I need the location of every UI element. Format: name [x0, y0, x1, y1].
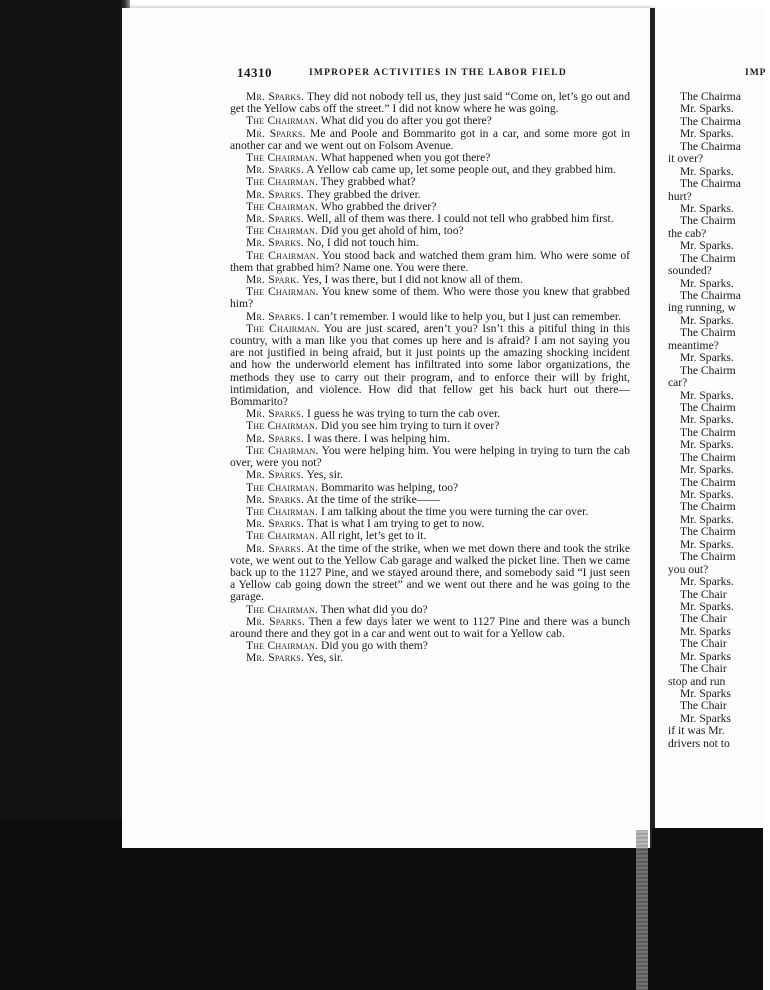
- facing-page-line: Mr. Sparks.: [680, 438, 734, 452]
- facing-page-line: Mr. Sparks: [680, 687, 731, 700]
- speaker-name: Mr. Sparks.: [246, 468, 305, 482]
- page-number: 14310: [237, 65, 272, 80]
- speaker-name: Mr. Sparks.: [246, 651, 305, 665]
- speech-text: No, I did not touch him.: [304, 236, 419, 250]
- facing-page-line: The Chairma: [680, 177, 741, 191]
- facing-page-line: Mr. Sparks.: [680, 201, 734, 215]
- facing-page-line: The Chair: [680, 699, 727, 713]
- facing-page-line: if it was Mr.: [668, 724, 725, 738]
- speech-text: Did you get ahold of him, too?: [318, 224, 464, 238]
- facing-page-line: Mr. Sparks.: [680, 127, 734, 141]
- speech-text: Then a few days later we went to 1127 Pine and there was a bunch around there and they got in a car and went out to wait for a Yellow cab.: [230, 614, 631, 640]
- facing-page-line: The Chairm: [680, 425, 736, 439]
- speaker-name: The Chairman.: [246, 419, 319, 433]
- facing-page-line: ing running, w: [668, 301, 736, 315]
- facing-page-line: Mr. Sparks.: [680, 463, 734, 477]
- speech-text: I can’t remember. I would like to help you, but I just can remember.: [304, 309, 621, 323]
- facing-page-line: The Chair: [680, 637, 727, 651]
- transcript-paragraph: [230, 128, 630, 152]
- speech-text: What did you do after you got there?: [318, 114, 492, 128]
- speech-text: I guess he was trying to turn the cab over.: [304, 407, 501, 421]
- facing-page-line: Mr. Sparks.: [680, 488, 734, 501]
- speaker-name: The Chairman.: [246, 602, 319, 616]
- speaker-name: The Chairman.: [246, 175, 319, 189]
- speaker-name: Mr. Spark.: [246, 273, 300, 287]
- speech-text: Yes, sir.: [304, 468, 344, 482]
- facing-page-line: The Chairma: [680, 114, 741, 128]
- transcript-paragraph: [230, 91, 630, 115]
- running-title: IMPROPER ACTIVITIES IN THE LABOR FIELD: [309, 68, 567, 78]
- facing-page-line: Mr. Sparks.: [680, 313, 734, 327]
- facing-page-header: IMP: [745, 68, 767, 78]
- facing-page-line: Mr. Sparks.: [680, 164, 734, 178]
- speaker-name: The Chairman.: [246, 639, 319, 653]
- facing-page-line: the cab?: [668, 226, 707, 240]
- speech-text: Yes, I was there, but I did not know all of them.: [299, 273, 523, 287]
- speech-text: You knew some of them. Who were those you knew that grabbed him?: [230, 285, 630, 311]
- speaker-name: Mr. Sparks.: [246, 212, 305, 226]
- facing-page-line: The Chairm: [680, 326, 736, 340]
- speaker-name: The Chairman.: [246, 504, 319, 518]
- speaker-name: The Chairman.: [246, 114, 319, 128]
- speaker-name: Mr. Sparks.: [246, 163, 305, 177]
- transcript-paragraph: [230, 445, 630, 469]
- page-header: [237, 65, 631, 81]
- facing-page-line: drivers not to: [668, 736, 730, 750]
- speech-text: Yes, sir.: [304, 651, 344, 665]
- facing-page-line: meantime?: [668, 338, 719, 352]
- speech-text: Did you go with them?: [318, 639, 428, 653]
- speaker-name: Mr. Sparks.: [246, 614, 305, 628]
- facing-page-line: The Chairm: [680, 475, 736, 489]
- facing-page-line: Mr. Sparks.: [680, 599, 734, 613]
- facing-page-line: The Chairma: [680, 289, 741, 302]
- speech-text: You stood back and watched them gram him. Who were some of them that grabbed him? Name one. You were there.: [230, 248, 630, 274]
- facing-page-line: The Chairm: [680, 450, 736, 464]
- speaker-name: The Chairman.: [246, 199, 319, 213]
- facing-page-line: Mr. Sparks.: [680, 413, 734, 427]
- speaker-name: The Chairman.: [246, 248, 319, 262]
- speech-text: At the time of the strike, when we met down there and took the strike vote, we went out to the Yellow Cab garage and walked the picket line. Then we came back up to the 1127 Pine, and we stayed around there, and somebody said “I just seen a Yellow cab going down the street” and we went out there and he was going to the garage.: [230, 541, 630, 604]
- facing-page-line: The Chairm: [680, 550, 736, 564]
- facing-page-line: hurt?: [668, 189, 692, 203]
- speaker-name: The Chairman.: [246, 443, 319, 457]
- speaker-name: Mr. Sparks.: [246, 517, 305, 531]
- facing-page-line: Mr. Sparks.: [680, 239, 734, 253]
- speech-text: A Yellow cab came up, let some people out, and they grabbed him.: [304, 163, 617, 177]
- transcript-body: [230, 91, 630, 665]
- facing-page-line: The Chair: [680, 612, 727, 626]
- speaker-name: Mr. Sparks.: [246, 126, 306, 140]
- speaker-name: The Chairman.: [246, 480, 319, 494]
- facing-page-lines: [668, 90, 770, 750]
- facing-page-line: sounded?: [668, 264, 712, 278]
- speaker-name: The Chairman.: [246, 151, 319, 165]
- facing-page-line: Mr. Sparks.: [680, 276, 734, 290]
- facing-page-line: The Chairm: [680, 400, 736, 414]
- transcript-paragraph: [230, 286, 630, 310]
- speaker-name: Mr. Sparks.: [246, 236, 305, 250]
- facing-page-line: The Chairm: [680, 251, 736, 265]
- speaker-name: The Chairman.: [246, 321, 320, 335]
- speech-text: You are just scared, aren’t you? Isn’t this a pitiful thing in this country, with a man like you that comes up here and is afraid? I am not saying you are not justified in being afraid, but it just points up the amazing shocking incident and how the underworld element has infiltrated into some labor organizations, the methods they use to carry out their program, and to enforce their will by fright, intimidation, and violence. How did that fellow get his back hurt out there—Bommarito?: [230, 321, 630, 409]
- facing-page-line: The Chairm: [680, 363, 736, 377]
- speaker-name: Mr. Sparks.: [246, 541, 305, 555]
- transcript-paragraph: [230, 543, 630, 604]
- facing-page-line: Mr. Sparks: [680, 649, 731, 663]
- transcript-paragraph: [230, 616, 630, 640]
- facing-page-line: Mr. Sparks.: [680, 102, 734, 116]
- speech-text: They grabbed what?: [318, 175, 416, 189]
- facing-page-line: you out?: [668, 562, 709, 576]
- facing-page-line: Mr. Sparks: [680, 711, 731, 725]
- facing-page-line: Mr. Sparks: [680, 624, 731, 638]
- transcript-paragraph: [230, 652, 630, 664]
- facing-page-line: The Chairma: [680, 139, 741, 153]
- speech-text: Did you see him trying to turn it over?: [318, 419, 500, 433]
- speaker-name: The Chairman.: [246, 529, 319, 543]
- speech-text: I was there. I was helping him.: [304, 431, 450, 445]
- speech-text: Me and Poole and Bommarito got in a car, and some more got in another car and we went out on Folsom Avenue.: [230, 126, 630, 152]
- facing-page-line: stop and run: [668, 674, 726, 688]
- speech-text: I am talking about the time you were turning the car over.: [318, 504, 589, 518]
- speech-text: Who grabbed the driver?: [318, 199, 437, 213]
- speaker-name: Mr. Sparks.: [246, 90, 305, 103]
- page-edge-strip: [636, 830, 648, 990]
- speech-text: Well, all of them was there. I could not tell who grabbed him first.: [304, 212, 614, 226]
- speaker-name: Mr. Sparks.: [246, 492, 305, 506]
- speech-text: At the time of the strike——: [304, 492, 440, 506]
- speaker-name: Mr. Sparks.: [246, 309, 305, 323]
- speech-text: Then what did you do?: [318, 602, 428, 616]
- facing-page-line: Mr. Sparks.: [680, 575, 734, 589]
- transcript-paragraph: [230, 323, 630, 408]
- facing-page-line: The Chairma: [680, 90, 741, 103]
- speech-text: Bommarito was helping, too?: [318, 480, 459, 494]
- facing-page-line: car?: [668, 376, 688, 390]
- facing-page-line: Mr. Sparks.: [680, 351, 734, 365]
- speaker-name: Mr. Sparks.: [246, 407, 305, 421]
- speech-text: They grabbed the driver.: [304, 187, 421, 201]
- facing-page-line: The Chairm: [680, 214, 736, 228]
- speech-text: All right, let’s get to it.: [318, 529, 427, 543]
- facing-page-line: The Chairm: [680, 525, 736, 539]
- speech-text: You were helping him. You were helping in trying to turn the cab over, were you not?: [230, 443, 630, 470]
- transcript-paragraph: [230, 250, 630, 274]
- speaker-name: Mr. Sparks.: [246, 431, 305, 445]
- speaker-name: Mr. Sparks.: [246, 187, 305, 201]
- speaker-name: The Chairman.: [246, 224, 319, 238]
- facing-page-line: The Chair: [680, 662, 727, 676]
- facing-page-line: Mr. Sparks.: [680, 512, 734, 526]
- speech-text: They did not nobody tell us, they just said “Come on, let’s go out and get the Yellow cabs off the street.” I did not know where he was going.: [230, 90, 630, 116]
- speaker-name: The Chairman.: [246, 285, 319, 299]
- facing-page-line: Mr. Sparks.: [680, 388, 734, 402]
- speech-text: What happened when you got there?: [318, 151, 491, 165]
- facing-page-line: The Chairm: [680, 500, 736, 514]
- speech-text: That is what I am trying to get to now.: [304, 517, 485, 531]
- facing-page-line: it over?: [668, 152, 704, 166]
- facing-page-line: The Chair: [680, 587, 727, 601]
- facing-page-line: Mr. Sparks.: [680, 537, 734, 551]
